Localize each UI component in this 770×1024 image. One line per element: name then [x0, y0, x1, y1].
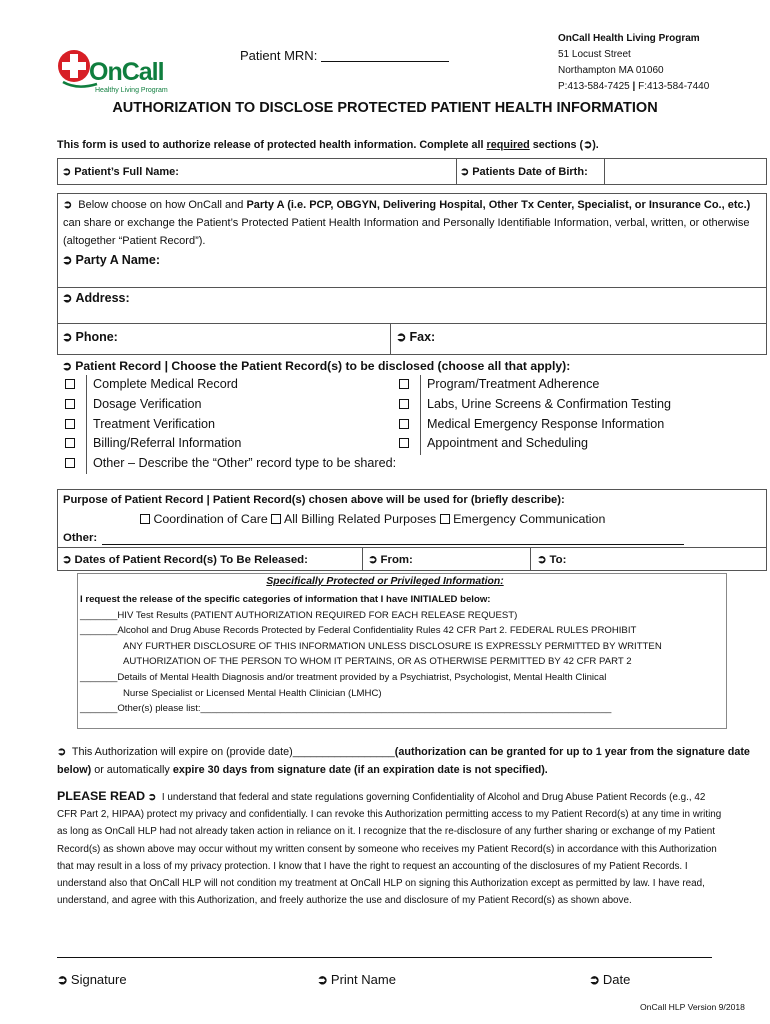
org-phone: P:413-584-7425	[558, 81, 630, 92]
print-name-text: Print Name	[330, 972, 396, 987]
record-label: Appointment and Scheduling	[427, 436, 589, 450]
protected-item-alcohol[interactable]: _______Alcohol and Drug Abuse Records Protected by Federal Confidentiality Rules 42 CFR Part 2. FEDERAL RULES PROHIBIT	[80, 625, 637, 637]
phone-text: Phone:	[75, 330, 118, 344]
please-read-text	[57, 788, 727, 909]
party-instr-bold: Party A (i.e. PCP, OBGYN, Delivering Hospital, Other Tx Center, Specialist, or Insurance Co., etc.)	[246, 199, 751, 211]
purpose-option-billing[interactable]	[271, 512, 436, 526]
org-address	[558, 31, 709, 95]
record-label: Billing/Referral Information	[93, 436, 242, 450]
print-name-label	[317, 972, 396, 988]
mrn-field[interactable]	[321, 50, 449, 62]
date-text: Date	[602, 972, 631, 987]
party-a-name-field[interactable]	[170, 252, 764, 284]
org-street: 51 Locust Street	[558, 49, 631, 60]
phone-label	[62, 329, 118, 344]
record-option-billing[interactable]	[65, 436, 241, 450]
record-label: Labs, Urine Screens & Confirmation Testing	[427, 397, 672, 411]
oncall-logo	[57, 46, 172, 98]
arrow-icon: ➲	[62, 291, 73, 305]
arrow-icon: ➲	[147, 792, 157, 803]
checkbox[interactable]	[65, 399, 75, 409]
checkbox[interactable]	[65, 438, 75, 448]
patient-name-text: Patient’s Full Name:	[74, 166, 179, 178]
patient-mrn	[240, 48, 449, 63]
arrow-icon: ➲	[57, 746, 67, 758]
record-label: Other – Describe the “Other” record type to be shared:	[93, 456, 397, 470]
page-title: AUTHORIZATION TO DISCLOSE PROTECTED PATIENT HEALTH INFORMATION	[112, 100, 658, 116]
arrow-icon: ➲	[368, 554, 378, 566]
checkbox[interactable]	[440, 514, 450, 524]
from-date-field[interactable]	[420, 549, 526, 569]
dates-label-text: Dates of Patient Record(s) To Be Released:	[74, 554, 308, 566]
address-field[interactable]	[140, 290, 764, 320]
version-label: OnCall HLP Version 9/2018	[640, 1002, 745, 1012]
checkbox[interactable]	[65, 419, 75, 429]
purpose-options	[140, 512, 605, 526]
checkbox[interactable]	[140, 514, 150, 524]
protected-item-alcohol-cont: AUTHORIZATION OF THE PERSON TO WHOM IT PERTAINS, OR AS OTHERWISE PERMITTED BY 42 CFR PART 2	[123, 656, 632, 668]
party-a-instruction	[63, 196, 763, 250]
expiration-bold2: expire 30 days from signature date (if an expiration date is not specified).	[172, 764, 548, 776]
logo-text: OnCall	[89, 58, 164, 86]
party-instr-post: can share or exchange the Patient’s Protected Patient Health Information and Personally Identifiable Information, verbal, written, or otherwise (altogether “Patient Record”).	[63, 217, 750, 247]
arrow-icon: ➲	[537, 554, 547, 566]
expiration-bold1: (authorization can be granted for up to 1 year from the signature date below)	[57, 746, 750, 776]
protected-item-mental-health[interactable]: _______Details of Mental Health Diagnosis and/or treatment provided by a Psychiatrist, Psychologist, Mental Health Clinical	[80, 671, 607, 683]
checkbox[interactable]	[399, 419, 409, 429]
form-intro	[57, 138, 599, 151]
patient-name-label	[62, 165, 179, 178]
purpose-option-coordination[interactable]	[140, 512, 268, 526]
to-label	[537, 552, 566, 566]
record-option-appointment[interactable]	[399, 436, 588, 450]
record-option-labs[interactable]	[399, 397, 671, 411]
records-heading	[62, 359, 570, 373]
fax-text: Fax:	[409, 330, 436, 344]
record-option-dosage[interactable]	[65, 397, 202, 411]
date-label	[589, 972, 630, 988]
intro-text: This form is used to authorize release of protected health information. Complete all	[57, 139, 487, 151]
checkbox[interactable]	[65, 379, 75, 389]
arrow-icon: ➲	[62, 166, 72, 178]
divider	[57, 547, 767, 548]
checkbox[interactable]	[399, 438, 409, 448]
arrow-icon: ➲	[460, 166, 470, 178]
fax-label	[396, 329, 435, 344]
record-option-other[interactable]	[65, 456, 396, 470]
party-a-name-label	[62, 252, 160, 267]
divider	[390, 323, 391, 355]
divider	[362, 547, 363, 571]
arrow-icon: ➲	[62, 330, 73, 344]
please-read-body: I understand that federal and state regulations governing Confidentiality of Alcohol and Drug Abuse Patient Records (e.g., 42 CFR Part 2, HIPAA) protect my privacy and confidentially. I can revoke this Authorization permitting access to my Patient Record(s) at any time in writing as long as OnCall HLP had not already taken action in reliance on it. I recognize that the re-disclosure of any further sharing or exchange of my Patient Record(s) as shown above may occur without my written consent by someone who receives my Patient Record(s) in accordance with this Authorization that may result in a loss of my privacy protection. I know that I have the right to request an accounting of the disclosures of my Patient Records. I understand also that OnCall HLP will not condition my treatment at OnCall HLP on signing this Authorization except as permitted by law. I have read, understand, and agree with this Authorization, and freely authorize the use and disclosure of my Patient Record(s) as shown above.	[57, 792, 722, 907]
record-option-complete-medical[interactable]	[65, 377, 238, 391]
protected-item-alcohol-cont: ANY FURTHER DISCLOSURE OF THIS INFORMATION UNLESS DISCLOSURE IS EXPRESSLY PERMITTED BY WRITTEN	[123, 640, 662, 652]
arrow-icon: ➲	[62, 253, 73, 267]
phone-field[interactable]	[130, 326, 386, 353]
purpose-label: Emergency Communication	[453, 512, 606, 526]
record-label: Treatment Verification	[93, 417, 216, 431]
arrow-icon: ➲	[396, 330, 407, 344]
record-option-program-adherence[interactable]	[399, 377, 599, 391]
record-option-treatment[interactable]	[65, 417, 215, 431]
record-label: Dosage Verification	[93, 397, 202, 411]
please-read-label: PLEASE READ	[57, 789, 146, 803]
divider	[530, 547, 531, 571]
purpose-other-label: Other:	[63, 532, 98, 544]
signature-label	[57, 972, 127, 988]
divider	[57, 287, 767, 288]
purpose-label: Coordination of Care	[153, 512, 268, 526]
org-city: Northampton MA 01060	[558, 65, 664, 76]
fax-field[interactable]	[450, 326, 764, 353]
arrow-icon: ➲	[57, 972, 68, 987]
protected-item-mental-health-cont: Nurse Specialist or Licensed Mental Health Clinician (LMHC)	[123, 687, 382, 699]
divider	[57, 323, 767, 324]
from-text: From:	[380, 554, 413, 566]
patient-dob-field[interactable]	[607, 160, 765, 184]
checkbox[interactable]	[271, 514, 281, 524]
protected-request: I request the release of the specific categories of information that I have INITIALED below:	[80, 594, 491, 605]
to-text: To:	[549, 554, 567, 566]
checkbox[interactable]	[399, 399, 409, 409]
org-phone-fax: P:413-584-7425 | F:413-584-7440	[558, 81, 710, 92]
from-label	[368, 552, 413, 566]
protected-heading: Specifically Protected or Privileged Information:	[266, 576, 504, 587]
record-label: Complete Medical Record	[93, 377, 238, 391]
purpose-other-field[interactable]	[102, 531, 684, 545]
org-fax: F:413-584-7440	[638, 81, 710, 92]
signature-text: Signature	[70, 972, 127, 987]
signature-line[interactable]	[57, 957, 712, 958]
org-name: OnCall Health Living Program	[558, 33, 700, 44]
intro-required: required	[486, 139, 530, 151]
record-label: Medical Emergency Response Information	[427, 417, 665, 431]
arrow-icon: ➲	[62, 554, 72, 566]
to-date-field[interactable]	[576, 549, 764, 569]
address-label	[62, 290, 130, 305]
party-name-text: Party A Name:	[75, 253, 161, 267]
arrow-icon: ➲	[62, 359, 73, 373]
address-text: Address:	[75, 291, 130, 305]
mrn-label: Patient MRN:	[240, 48, 318, 63]
arrow-icon: ➲	[589, 972, 600, 987]
patient-dob-label	[460, 165, 588, 178]
purpose-option-emergency[interactable]	[440, 512, 606, 526]
patient-dob-text: Patients Date of Birth:	[472, 166, 588, 178]
protected-list	[80, 592, 725, 717]
purpose-label: All Billing Related Purposes	[284, 512, 437, 526]
arrow-icon: ➲	[317, 972, 328, 987]
record-option-emergency[interactable]	[399, 417, 664, 431]
protected-item-hiv[interactable]: _______HIV Test Results (PATIENT AUTHORIZATION REQUIRED FOR EACH RELEASE REQUEST)	[80, 609, 518, 621]
party-instr-pre: Below choose on how OnCall and	[75, 199, 247, 211]
intro-after: sections (➲).	[529, 139, 599, 151]
arrow-icon: ➲	[63, 199, 73, 211]
expiration-pre: This Authorization will expire on (provide date)_________________	[69, 746, 395, 758]
checkbox[interactable]	[65, 458, 75, 468]
patient-name-field[interactable]	[210, 160, 454, 184]
record-label: Program/Treatment Adherence	[427, 377, 600, 391]
dates-label	[62, 552, 308, 566]
expiration-mid: or automatically	[91, 764, 173, 776]
purpose-heading: Purpose of Patient Record | Patient Record(s) chosen above will be used for (briefly describe):	[63, 494, 565, 506]
records-heading-text: Patient Record | Choose the Patient Record(s) to be disclosed (choose all that apply):	[75, 359, 571, 373]
checkbox[interactable]	[399, 379, 409, 389]
logo-tagline: Healthy Living Program	[95, 87, 168, 94]
expiration-text	[57, 743, 769, 779]
protected-item-other[interactable]: _______Other(s) please list:_____________________________________________________________________________	[80, 703, 612, 715]
